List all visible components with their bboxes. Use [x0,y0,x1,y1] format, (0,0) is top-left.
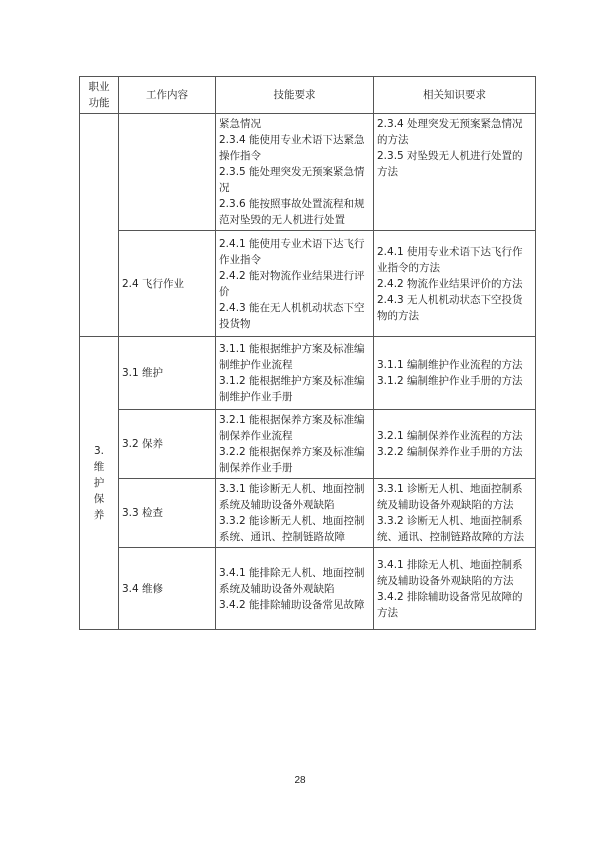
task-cell-continued [119,114,216,231]
function-cell-3: 3. 维 护 保 养 [80,337,119,630]
table-header-row [80,77,536,114]
function-cell-2 [80,114,119,337]
knowledge-cell: 2.3.4 处理突发无预案紧急情况的方法 2.3.5 对坠毁无人机进行处置的方法 [374,114,536,231]
skills-cell: 2.4.1 能使用专业术语下达飞行作业指令 2.4.2 能对物流作业结果进行评价 2.4.3 能在无人机机动状态下空投货物 [216,231,374,337]
table-row [80,114,536,231]
task-cell: 3.3 检查 [119,479,216,548]
table-row [80,479,536,548]
table-row [80,231,536,337]
header-skills: 技能要求 [216,77,374,114]
task-cell: 3.2 保养 [119,410,216,479]
table-row [80,337,536,410]
header-task: 工作内容 [119,77,216,114]
task-cell: 2.4 飞行作业 [119,231,216,337]
page-number: 28 [294,775,306,786]
task-cell: 3.4 维修 [119,548,216,630]
knowledge-cell: 3.3.1 诊断无人机、地面控制系统及辅助设备外观缺陷的方法 3.3.2 诊断无人机、地面控制系统、通讯、控制链路故障的方法 [374,479,536,548]
knowledge-cell: 3.2.1 编制保养作业流程的方法 3.2.2 编制保养作业手册的方法 [374,410,536,479]
skills-cell: 3.2.1 能根据保养方案及标准编制保养作业流程 3.2.2 能根据保养方案及标准编制保养作业手册 [216,410,374,479]
requirements-table [79,76,536,630]
skills-cell: 3.3.1 能诊断无人机、地面控制系统及辅助设备外观缺陷 3.3.2 能诊断无人机、地面控制系统、通讯、控制链路故障 [216,479,374,548]
knowledge-cell: 3.1.1 编制维护作业流程的方法 3.1.2 编制维护作业手册的方法 [374,337,536,410]
knowledge-cell: 3.4.1 排除无人机、地面控制系统及辅助设备外观缺陷的方法 3.4.2 排除辅助设备常见故障的方法 [374,548,536,630]
skills-cell: 3.1.1 能根据维护方案及标准编制维护作业流程 3.1.2 能根据维护方案及标准编制维护作业手册 [216,337,374,410]
table-row [80,410,536,479]
skills-cell: 3.4.1 能排除无人机、地面控制系统及辅助设备外观缺陷 3.4.2 能排除辅助设备常见故障 [216,548,374,630]
header-function: 职业 功能 [80,77,119,114]
table-row [80,548,536,630]
task-cell: 3.1 维护 [119,337,216,410]
skills-cell: 紧急情况 2.3.4 能使用专业术语下达紧急操作指令 2.3.5 能处理突发无预案紧急情况 2.3.6 能按照事故处置流程和规范对坠毁的无人机进行处置 [216,114,374,231]
knowledge-cell: 2.4.1 使用专业术语下达飞行作业指令的方法 2.4.2 物流作业结果评价的方法 2.4.3 无人机机动状态下空投货物的方法 [374,231,536,337]
header-knowledge: 相关知识要求 [374,77,536,114]
